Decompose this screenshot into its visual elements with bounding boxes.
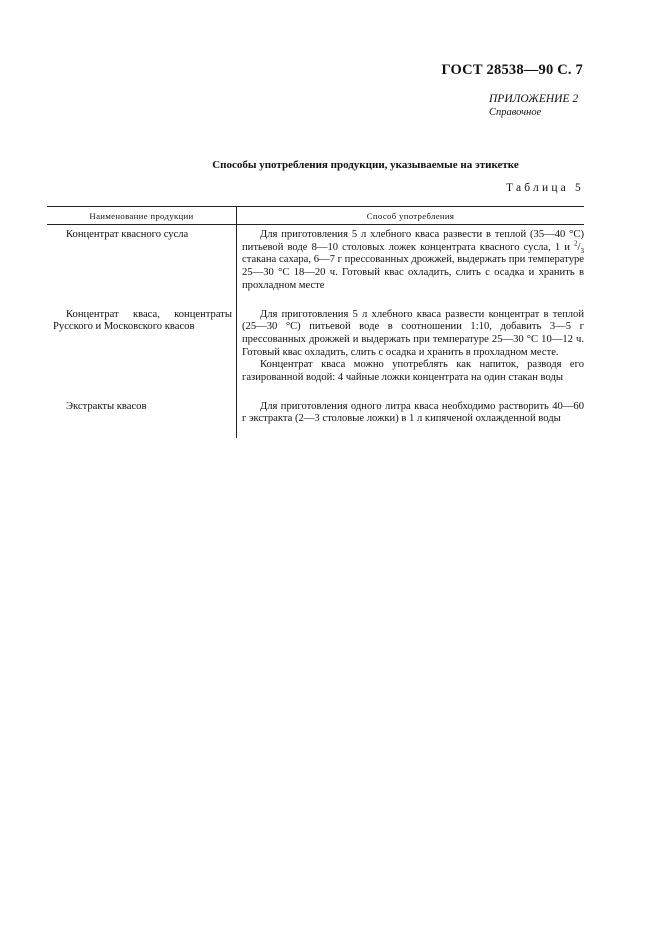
table-row bbox=[47, 225, 584, 305]
usage-table bbox=[47, 206, 584, 438]
appendix-block bbox=[489, 93, 578, 119]
usage-cell bbox=[237, 305, 585, 397]
product-name: Концентрат кваса, концентраты Русского и Московского квасов bbox=[53, 308, 232, 333]
usage-cell bbox=[237, 397, 585, 438]
table-row bbox=[47, 397, 584, 438]
page-header: ГОСТ 28538—90 С. 7 bbox=[441, 62, 583, 78]
product-name-cell bbox=[47, 305, 237, 397]
product-name-cell bbox=[47, 397, 237, 438]
product-name: Экстракты квасов bbox=[66, 400, 147, 412]
product-name-cell bbox=[47, 225, 237, 305]
fraction-denominator: 3 bbox=[580, 246, 584, 255]
column-header-product: Наименование продукции bbox=[47, 207, 237, 225]
usage-text: Для приготовления 5 л хлебного кваса развести в теплой (35—40 °С) питьевой воде 8—10 столовых ложек концентрата квасного сусла, 1 и $^2/_3$ стакана сахара, 6—7 г прессованных дрожжей, выдержать при температуре 25—30 °С 18—20 ч. Готовый квас охладить, слить с осадка и хранить в прохладном месте bbox=[242, 229, 584, 291]
product-name: Концентрат квасного сусла bbox=[66, 229, 189, 240]
fraction-numerator: 2 bbox=[574, 239, 578, 248]
usage-cell bbox=[237, 225, 585, 305]
appendix-note: Справочное bbox=[489, 107, 542, 118]
table-label: Таблица 5 bbox=[506, 182, 584, 194]
table-row bbox=[47, 305, 584, 397]
appendix-label: ПРИЛОЖЕНИЕ 2 bbox=[489, 93, 579, 105]
section-title: Способы употребления продукции, указываемые на этикетке bbox=[212, 159, 519, 171]
usage-text: Для приготовления одного литра кваса необходимо растворить 40—60 г экстракта (2—3 столовые ложки) в 1 л кипяченой охлажденной воды bbox=[242, 400, 584, 425]
column-header-usage: Способ употребления bbox=[237, 207, 585, 225]
usage-text: Для приготовления 5 л хлебного кваса развести концентрат в теплой (25—30 °С) питьевой воде в соотношении 1:10, добавить 3—5 г прессованных дрожжей и выдержать при температуре 25—30 °С 10—12 ч. Готовый квас охладить, слить с осадка и хранить в прохладном месте. bbox=[242, 308, 584, 358]
table-header-row bbox=[47, 207, 584, 225]
usage-text: Концентрат кваса можно употреблять как напиток, разводя его газированной водой: 4 чайные ложки концентрата на один стакан воды bbox=[242, 359, 584, 384]
